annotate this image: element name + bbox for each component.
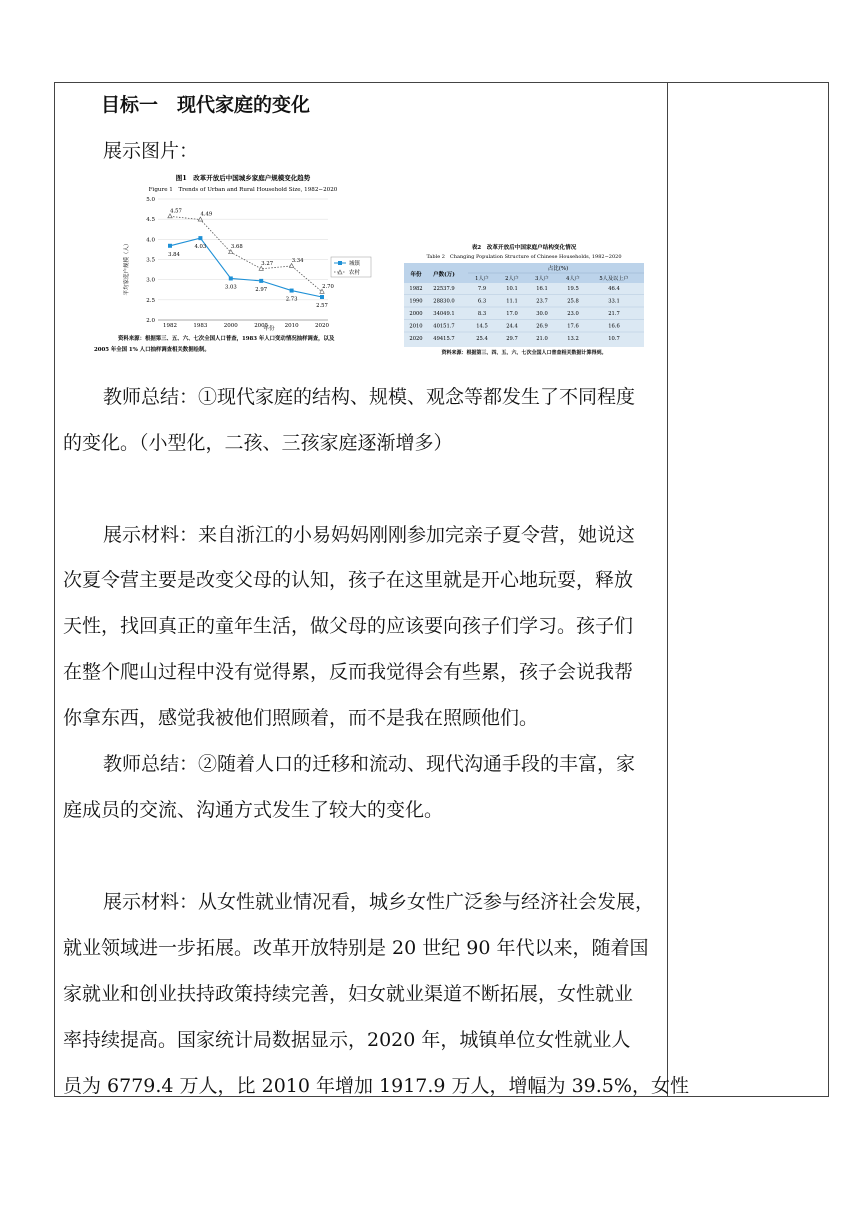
point-urban-2010 <box>290 289 294 293</box>
xtick-label-1983: 1983 <box>193 323 208 329</box>
data-label-urban-1983: 4.03 <box>194 244 207 251</box>
lesson-table <box>54 82 829 1097</box>
material2-line5: 员为 6779.4 万人，比 2010 年增加 1917.9 万人，增幅为 39.5%，女性 <box>63 1075 689 1097</box>
table2-cell-0-5: 19.5 <box>567 286 579 292</box>
legend-rural: 农村 <box>349 270 361 276</box>
data-label-urban-2010: 2.73 <box>285 296 298 303</box>
table2-subheader-4: 5人及以上户 <box>599 276 629 282</box>
table2-cell-1-4: 23.7 <box>536 298 548 305</box>
data-label-rural-2020: 2.70 <box>322 283 334 290</box>
data-label-urban-2020: 2.57 <box>316 303 328 310</box>
table2-cell-0-4: 16.1 <box>536 286 548 292</box>
data-label-rural-1982: 4.57 <box>170 208 182 215</box>
table2-cell-4-4: 21.0 <box>536 336 548 342</box>
table2-subheader-0: 1人户 <box>475 276 489 282</box>
table2-cell-4-1: 49415.7 <box>433 336 455 342</box>
point-urban-2020 <box>320 295 324 299</box>
data-label-rural-2005: 3.27 <box>261 260 274 267</box>
material2-line4: 率持续提高。国家统计局数据显示，2020 年，城镇单位女性就业人 <box>63 1029 631 1051</box>
table2-cell-2-5: 23.0 <box>567 311 579 317</box>
ytick-label-0: 2.0 <box>146 318 155 324</box>
table2-cell-1-6: 33.1 <box>608 298 620 305</box>
table2-header-share: 占比(%) <box>547 266 569 272</box>
series-line-rural <box>170 216 322 291</box>
figure1-source-line2: 2005 年全国 1% 人口抽样调查相关数据绘制。 <box>94 347 210 353</box>
table2-header-households: 户数(万) <box>433 272 455 278</box>
table2-cell-0-1: 22537.9 <box>433 286 455 292</box>
ytick-label-2: 3.0 <box>146 277 155 284</box>
material1-line2: 次夏令营主要是改变父母的认知，孩子在这里就是开心地玩耍，释放 <box>63 569 634 591</box>
data-label-rural-2010: 3.34 <box>291 257 304 264</box>
table2-cell-0-6: 46.4 <box>608 286 620 292</box>
table2-cell-2-0: 2000 <box>409 311 423 317</box>
material2-line3: 家就业和创业扶持政策持续完善，妇女就业渠道不断拓展，女性就业 <box>63 983 634 1005</box>
table2-cell-2-2: 8.3 <box>477 311 487 317</box>
point-urban-1983 <box>198 236 202 240</box>
summary2-line1: 教师总结：②随着人口的迁移和流动、现代沟通手段的丰富，家 <box>103 753 636 775</box>
table2-cell-3-3: 24.4 <box>506 323 518 330</box>
table2-title-en: Table 2 Changing Population Structure of Chinese Households, 1982−2020 <box>426 254 622 260</box>
figure1-xlabel: 年份 <box>263 326 275 332</box>
table2-svg <box>404 243 644 355</box>
table2-cell-0-3: 10.1 <box>506 286 518 292</box>
table2-cell-2-3: 17.0 <box>506 311 518 317</box>
figure1-source-line1: 资料来源：根据第三、五、六、七次全国人口普查，1983 年人口变动情况抽样调查，以及 <box>118 336 335 342</box>
point-rural-2010 <box>289 263 293 267</box>
table2-source: 资料来源：根据第三、四、五、六、七次全国人口普查相关数据计算得到。 <box>441 350 607 356</box>
xtick-label-2005: 2005 <box>254 323 269 329</box>
table2-subheader-2: 3人户 <box>535 276 549 282</box>
table2-cell-0-2: 7.9 <box>477 286 487 292</box>
table2-subheader-1: 2人户 <box>505 276 519 282</box>
figure1-ylabel: 平均家庭户规模（人） <box>124 240 130 296</box>
table2-cell-2-1: 34049.1 <box>433 311 455 317</box>
material1-line5: 你拿东西，感觉我被他们照顾着，而不是我在照顾他们。 <box>63 707 539 729</box>
material2-line2: 就业领域进一步拓展。改革开放特别是 20 世纪 90 年代以来，随着国 <box>63 937 649 959</box>
data-label-rural-1983: 4.49 <box>200 211 213 218</box>
table2-cell-1-1: 28830.0 <box>433 298 455 305</box>
table2-subheader-3: 4人户 <box>566 276 580 282</box>
table2-cell-3-1: 40151.7 <box>433 323 455 330</box>
point-urban-2000 <box>229 276 233 280</box>
point-rural-2020 <box>320 289 324 293</box>
data-label-urban-2005: 2.97 <box>255 286 268 293</box>
data-label-urban-2000: 3.03 <box>224 284 237 291</box>
content-cell <box>55 83 689 1097</box>
figure1-legend <box>331 257 371 277</box>
section-heading: 目标一 现代家庭的变化 <box>101 94 311 116</box>
point-rural-1982 <box>168 214 172 218</box>
material2-line1: 展示材料：从女性就业情况看，城乡女性广泛参与经济社会发展， <box>103 891 655 913</box>
material1-line1: 展示材料：来自浙江的小易妈妈刚刚参加完亲子夏令营，她说这 <box>103 524 636 546</box>
table2-cell-3-0: 2010 <box>409 323 423 330</box>
table2-cell-1-5: 25.8 <box>567 298 579 305</box>
ytick-label-4: 4.0 <box>146 237 155 244</box>
table2-cell-2-4: 30.0 <box>536 311 548 317</box>
table2-cell-1-2: 6.3 <box>477 298 487 305</box>
data-label-rural-2000: 3.68 <box>230 244 243 251</box>
table2-cell-3-2: 14.5 <box>476 323 488 330</box>
column-divider <box>667 83 668 1096</box>
material1-line3: 天性，找回真正的童年生活，做父母的应该要向孩子们学习。孩子们 <box>63 615 634 637</box>
table2-cell-4-3: 29.7 <box>506 336 518 342</box>
summary1-line1: 教师总结：①现代家庭的结构、规模、观念等都发生了不同程度 <box>103 386 636 408</box>
table2-header-year: 年份 <box>410 272 422 278</box>
xtick-label-2000: 2000 <box>223 323 238 329</box>
figure1-household-size-chart <box>94 173 368 353</box>
data-label-urban-1982: 3.84 <box>168 251 180 258</box>
ytick-label-1: 2.5 <box>146 297 155 304</box>
table2-cell-4-2: 25.4 <box>476 336 488 342</box>
figure1-svg <box>94 173 368 353</box>
xtick-label-2020: 2020 <box>315 323 329 329</box>
ytick-label-3: 3.5 <box>146 257 155 264</box>
xtick-label-2010: 2010 <box>284 323 299 329</box>
point-urban-2005 <box>259 279 263 283</box>
table2-cell-3-4: 26.9 <box>536 323 548 330</box>
legend-urban: 城镇 <box>349 261 361 267</box>
table2-cell-3-6: 16.6 <box>608 323 620 330</box>
table2-cell-4-5: 13.2 <box>567 336 579 342</box>
ytick-label-6: 5.0 <box>146 197 155 203</box>
table2-cell-3-5: 17.6 <box>567 323 579 330</box>
point-urban-1982 <box>168 244 172 248</box>
figure1-title-en: Figure 1 Trends of Urban and Rural Household Size, 1982−2020 <box>148 187 338 193</box>
table2-cell-4-6: 10.7 <box>608 336 620 342</box>
xtick-label-1982: 1982 <box>163 323 177 329</box>
ytick-label-5: 4.5 <box>146 217 155 224</box>
table2-cell-1-3: 11.1 <box>506 298 518 305</box>
table2-household-structure <box>404 243 644 355</box>
material1-line4: 在整个爬山过程中没有觉得累，反而我觉得会有些累，孩子会说我帮 <box>63 661 634 683</box>
table2-cell-4-0: 2020 <box>409 336 423 342</box>
summary1-line2: 的变化。（小型化，二孩、三孩家庭逐渐增多） <box>63 432 453 454</box>
figure1-title-cn: 图1 改革开放后中国城乡家庭户规模变化趋势 <box>175 174 311 182</box>
summary2-line2: 庭成员的交流、沟通方式发生了较大的变化。 <box>63 799 444 821</box>
table2-cell-1-0: 1990 <box>409 298 423 305</box>
table2-cell-2-6: 21.7 <box>608 311 620 317</box>
table2-cell-0-0: 1982 <box>409 286 423 292</box>
table2-title-cn: 表2 改革开放后中国家庭户结构变化情况 <box>471 245 577 251</box>
series-line-urban <box>170 238 322 297</box>
show-image-label: 展示图片： <box>103 140 199 162</box>
